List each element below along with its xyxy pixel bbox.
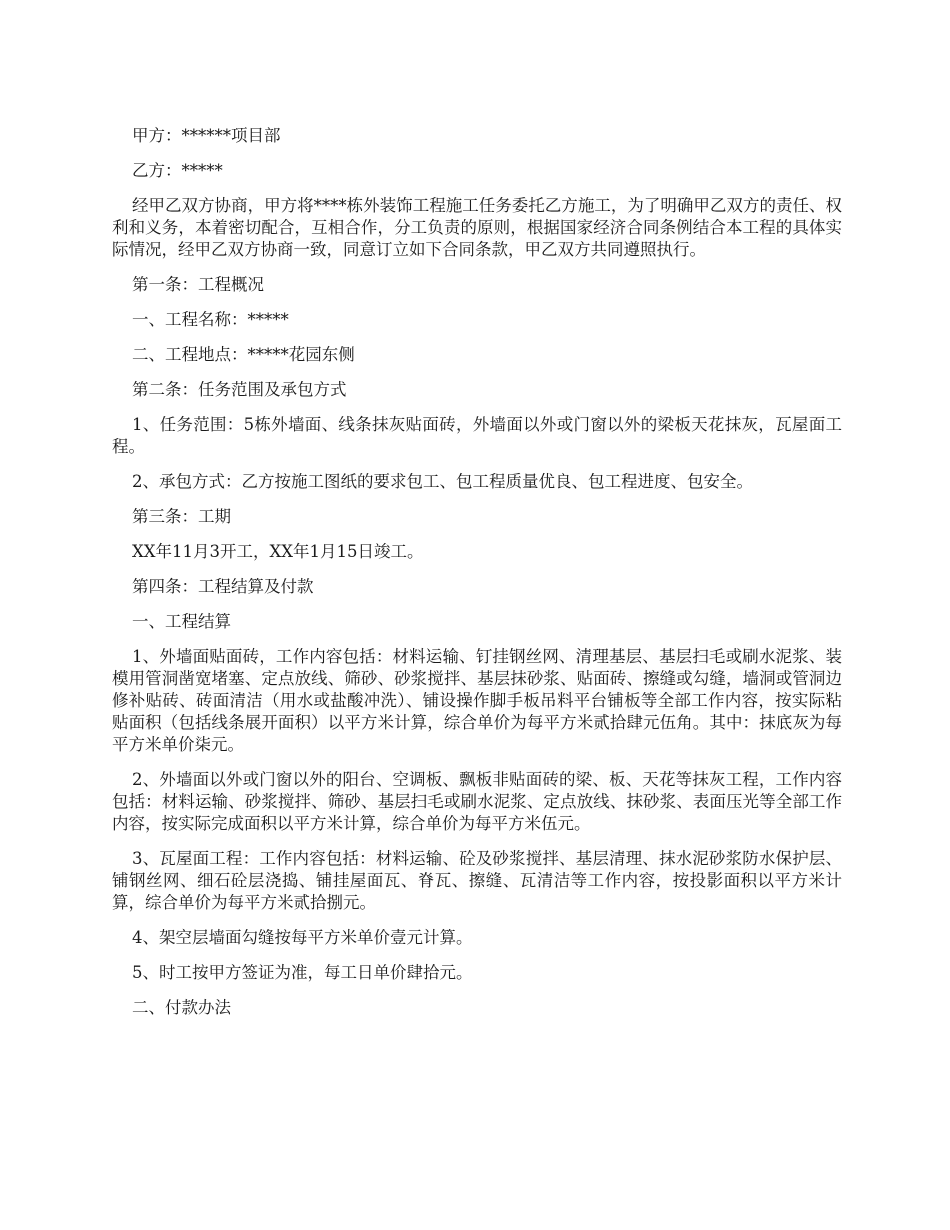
project-name-line: 一、工程名称：***** [132,310,289,329]
article-3-heading: 第三条：工期 [132,507,231,526]
article-4-heading: 第四条：工程结算及付款 [132,577,314,596]
party-a-line: 甲方：******项目部 [132,126,281,145]
project-location-line: 二、工程地点：*****花园东侧 [132,345,355,364]
task-scope-paragraph: 1、任务范围：5栋外墙面、线条抹灰贴面砖，外墙面以外或门窗以外的梁板天花抹灰，瓦屋面工程。 [112,415,842,456]
article-2-heading: 第二条：任务范围及承包方式 [132,380,347,399]
settlement-item-4: 4、架空层墙面勾缝按每平方米单价壹元计算。 [132,928,473,947]
article-1-heading: 第一条：工程概况 [132,275,264,294]
settlement-item-5: 5、时工按甲方签证为准，每工日单价肆拾元。 [132,963,473,982]
contract-body [112,125,842,1032]
schedule-line: XX年11月3开工，XX年1月15日竣工。 [132,542,424,561]
payment-heading: 二、付款办法 [132,998,231,1017]
contract-method-paragraph: 2、承包方式：乙方按施工图纸的要求包工、包工程质量优良、包工程进度、包安全。 [132,472,753,491]
settlement-heading: 一、工程结算 [132,612,231,631]
intro-paragraph: 经甲乙双方协商，甲方将****栋外装饰工程施工任务委托乙方施工，为了明确甲乙双方的责任、权利和义务，本着密切配合，互相合作，分工负责的原则，根据国家经济合同条例结合本工程的具体实际情况，经甲乙双方协商一致，同意订立如下合同条款，甲乙双方共同遵照执行。 [112,196,842,259]
party-b-line: 乙方：***** [132,161,223,180]
settlement-item-3: 3、瓦屋面工程：工作内容包括：材料运输、砼及砂浆搅拌、基层清理、抹水泥砂浆防水保护层、铺钢丝网、细石砼层浇捣、铺挂屋面瓦、脊瓦、擦缝、瓦清洁等工作内容，按投影面积以平方米计算，综合单价为每平方米贰拾捌元。 [112,849,842,912]
settlement-item-2: 2、外墙面以外或门窗以外的阳台、空调板、飘板非贴面砖的梁、板、天花等抹灰工程，工作内容包括：材料运输、砂浆搅拌、筛砂、基层扫毛或刷水泥浆、定点放线、抹砂浆、表面压光等全部工作内容，按实际完成面积以平方米计算，综合单价为每平方米伍元。 [112,770,842,833]
settlement-item-1: 1、外墙面贴面砖，工作内容包括：材料运输、钉挂钢丝网、清理基层、基层扫毛或刷水泥浆、装模用管洞凿宽堵塞、定点放线、筛砂、砂浆搅拌、基层抹砂浆、贴面砖、擦缝或勾缝，墙洞或管洞边修补贴砖、砖面清洁（用水或盐酸冲洗）、铺设操作脚手板吊料平台铺板等全部工作内容，按实际粘贴面积（包括线条展开面积）以平方米计算，综合单价为每平方米贰拾肆元伍角。其中：抹底灰为每平方米单价柒元。 [112,647,842,754]
